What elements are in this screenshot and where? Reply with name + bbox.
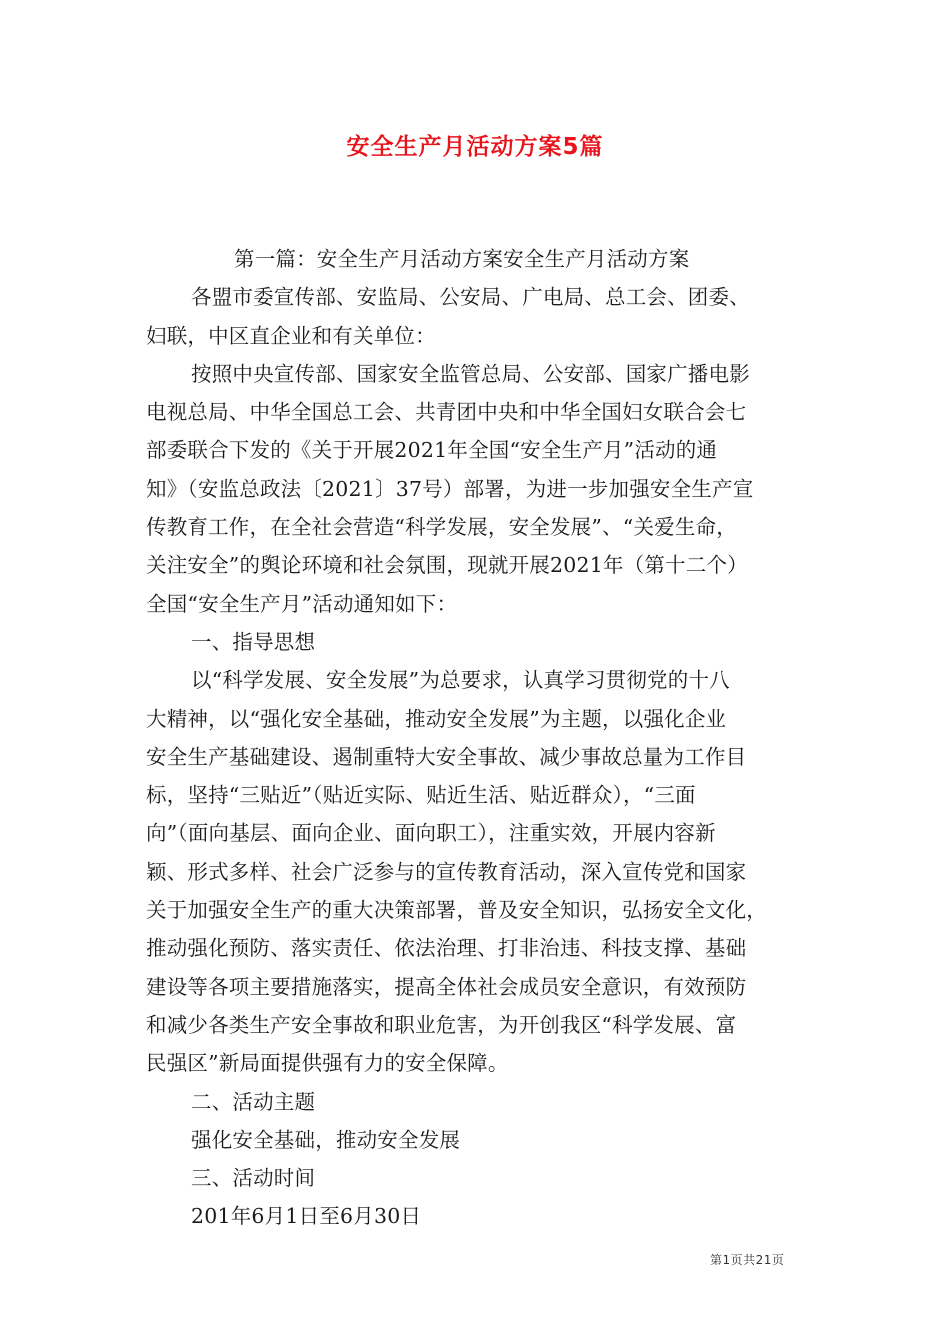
paragraph-line: 颖、形式多样、社会广泛参与的宣传教育活动，深入宣传党和国家: [146, 859, 747, 884]
paragraph-line: 全国“安全生产月”活动通知如下：: [146, 591, 458, 616]
addressee-line: 妇联，中区直企业和有关单位：: [146, 323, 436, 348]
document-body: [146, 240, 826, 1236]
section-heading-part-one: 第一篇：安全生产月活动方案安全生产月活动方案: [234, 247, 690, 271]
document-title: 安全生产月活动方案5篇: [346, 134, 604, 160]
section-heading-activity-theme: 二、活动主题: [191, 1089, 316, 1114]
activity-time-text: 201年6月1日至6月30日: [191, 1204, 422, 1229]
paragraph-line: 关注安全”的舆论环境和社会氛围，现就开展2021年（第十二个）: [146, 553, 748, 578]
paragraph-line: 向”（面向基层、面向企业、面向职工），注重实效，开展内容新: [146, 821, 716, 846]
section-heading-activity-time: 三、活动时间: [191, 1166, 316, 1191]
paragraph-line: 知》（安监总政法〔2021〕37号）部署，为进一步加强安全生产宣: [146, 476, 754, 501]
paragraph-line: 标，坚持“三贴近”（贴近实际、贴近生活、贴近群众），“三面: [146, 783, 696, 808]
addressee-line: 各盟市委宣传部、安监局、公安局、广电局、总工会、团委、: [191, 285, 750, 310]
paragraph-line: 以“科学发展、安全发展”为总要求，认真学习贯彻党的十八: [191, 668, 730, 693]
paragraph-line: 传教育工作，在全社会营造“科学发展，安全发展”、“关爱生命，: [146, 515, 737, 540]
paragraph-line: 建设等各项主要措施落实，提高全体社会成员安全意识，有效预防: [146, 974, 747, 999]
section-heading-guiding-ideology: 一、指导思想: [191, 629, 316, 654]
paragraph-line: 和减少各类生产安全事故和职业危害，为开创我区“科学发展、富: [146, 1012, 737, 1037]
paragraph-line: 电视总局、中华全国总工会、共青团中央和中华全国妇女联合会七: [146, 400, 747, 425]
paragraph-line: 安全生产基础建设、遏制重特大安全事故、减少事故总量为工作目: [146, 744, 747, 769]
paragraph-line: 关于加强安全生产的重大决策部署，普及安全知识，弘扬安全文化，: [146, 898, 767, 923]
paragraph-line: 推动强化预防、落实责任、依法治理、打非治违、科技支撑、基础: [146, 936, 747, 961]
paragraph-line: 民强区”新局面提供强有力的安全保障。: [146, 1051, 509, 1076]
paragraph-line: 按照中央宣传部、国家安全监管总局、公安部、国家广播电影: [191, 361, 750, 386]
paragraph-line: 部委联合下发的《关于开展2021年全国“安全生产月”活动的通: [146, 438, 718, 463]
activity-theme-text: 强化安全基础，推动安全发展: [191, 1127, 461, 1152]
page-indicator: 第1页共21页: [710, 1253, 785, 1267]
paragraph-line: 大精神，以“强化安全基础，推动安全发展”为主题，以强化企业: [146, 706, 727, 731]
